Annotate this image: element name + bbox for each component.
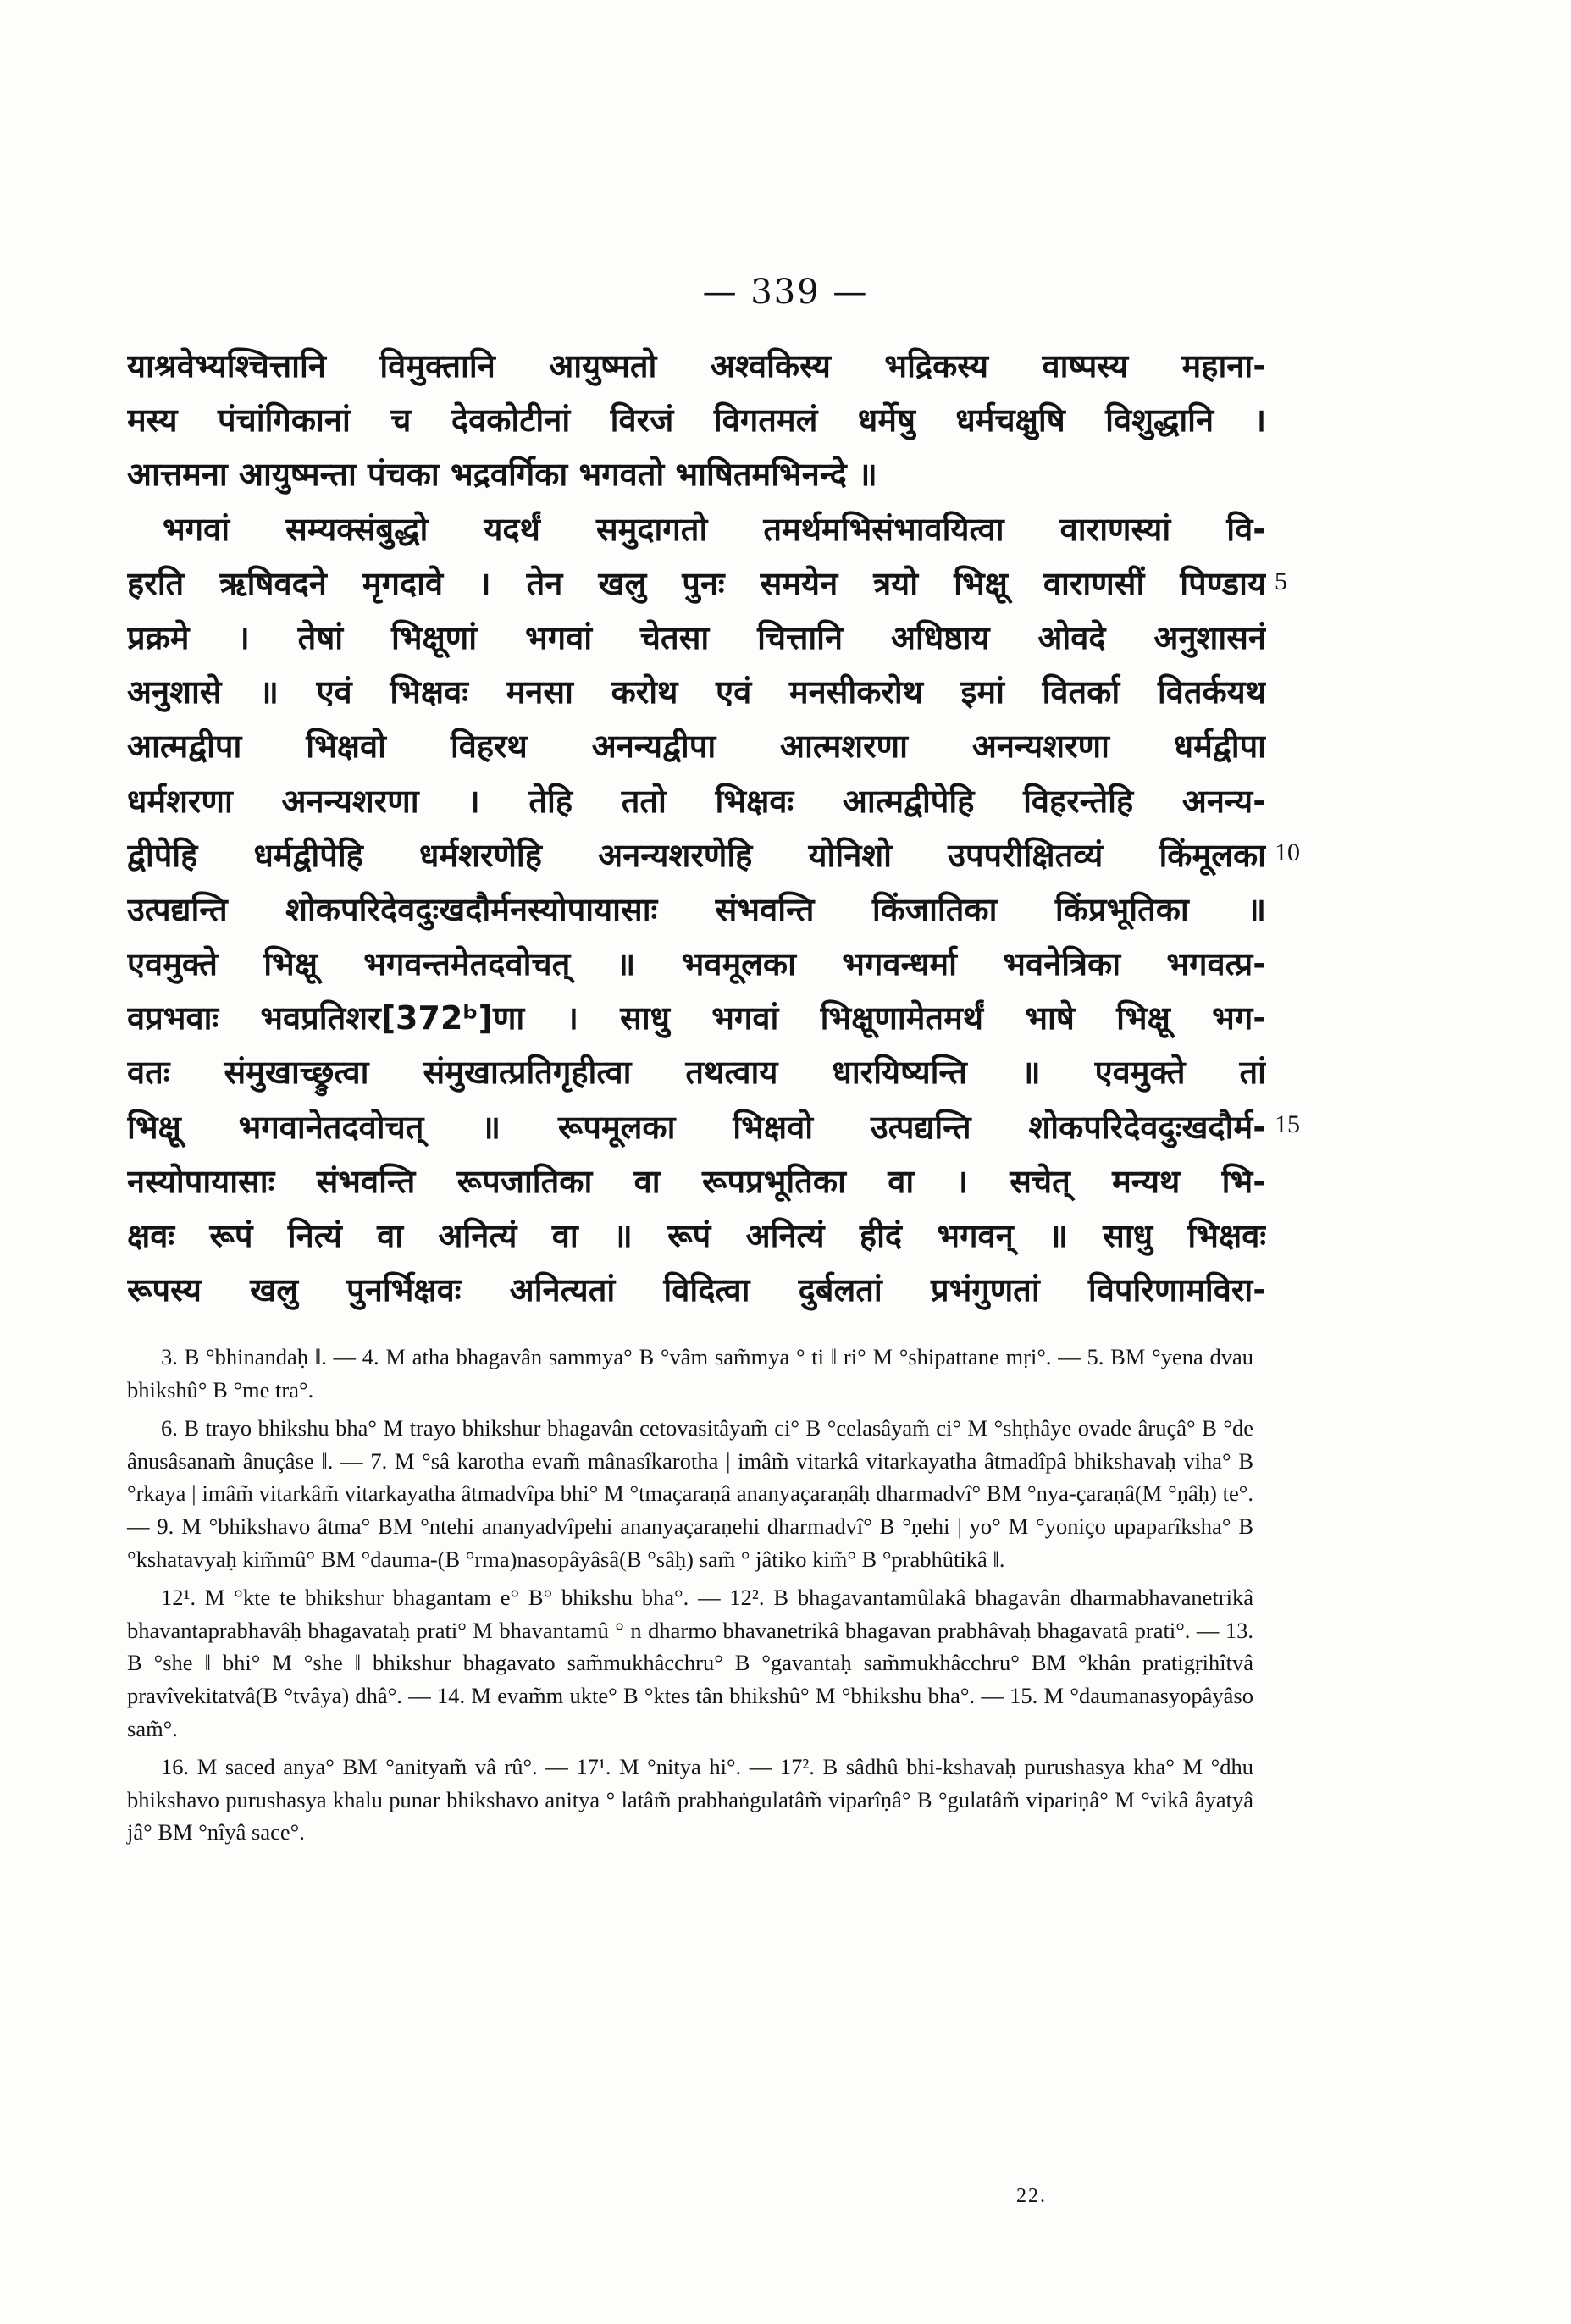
apparatus-note: 12¹. M °kte te bhikshur bhagantam e° B° bhikshu bha°. — 12². B bhagavantamûlakâ bhagavân dharmabhavanetrikâ bhavantaprabhavâḥ bhagavataḥ prati° M bhavantamû ° n dharmo bhavanetrikâ bhagavan prabhâvaḥ bhagavatâ prati°. — 13. B °she ‖ bhi° M °she ‖ bhikshur bhagavato sam̃mukhâcchru° B °gavantaḥ sam̃mukhâcchru° BM °khân pratigṛihîtvâ pravîvekitatvâ(B °tvâya) dhâ°. — 14. M evam̃m ukte° B °ktes tân bhikshû° M °bhikshu bha°. — 15. M °daumanasyopâyâso sam̃°.: [127, 1585, 1253, 1741]
text-line: नस्योपायासाः संभवन्ति रूपजातिका वा रूपप्रभूतिका वा । सचेत् मन्यथ भि-: [127, 1162, 1266, 1200]
text-line: अनुशासे ॥ एवं भिक्षवः मनसा करोथ एवं मनसीकरोथ इमां वितर्का वितर्कयथ: [127, 673, 1266, 711]
text-line: भगवां सम्यक्संबुद्धो यदर्थं समुदागतो तमर्थमभिसंभावयित्वा वाराणस्यां वि-: [163, 510, 1266, 548]
text-line: याश्रवेभ्यश्चित्तानि विमुक्तानि आयुष्मतो अश्वकिस्य भद्रिकस्य वाष्पस्य महाना-: [127, 347, 1266, 385]
text-line: रूपस्य खलु पुनर्भिक्षवः अनित्यतां विदित्वा दुर्बलतां प्रभंगुणतां विपरिणामविरा-: [127, 1271, 1266, 1309]
apparatus-note: 3. B °bhinandaḥ ‖. — 4. M atha bhagavân sammya° B °vâm sam̃mya ° ti ‖ ri° M °shipattane mṛi°. — 5. BM °yena dvau bhikshû° B °me tra°.: [127, 1344, 1253, 1403]
text-line: भिक्षू भगवानेतदवोचत् ॥ रूपमूलका भिक्षवो उत्पद्यन्ति शोकपरिदेवदुःखदौर्म-: [127, 1108, 1266, 1146]
text-line: उत्पद्यन्ति शोकपरिदेवदुःखदौर्मनस्योपायासाः संभवन्ति किंजातिका किंप्रभूतिका ॥: [127, 890, 1266, 928]
text-line: धर्मशरणा अनन्यशरणा । तेहि ततो भिक्षवः आत्मद्वीपेहि विहरन्तेहि अनन्य-: [127, 782, 1266, 820]
text-line: मस्य पंचांगिकानां च देवकोटीनां विरजं विगतमलं धर्मेषु धर्मचक्षुषि विशुद्धानि ।: [127, 401, 1266, 440]
line-number-10: 10: [1275, 838, 1300, 866]
text-line: वतः संमुखाच्छ्रुत्वा संमुखात्प्रतिगृहीत्वा तथत्वाय धारयिष्यन्ति ॥ एवमुक्ते तां: [127, 1054, 1266, 1092]
apparatus-note: 6. B trayo bhikshu bha° M trayo bhikshur bhagavân cetovasitâyam̃ ci° B °celasâyam̃ ci° M °shṭhâye ovade âruçâ° B °de ânusâsanam̃ ânuçâse ‖. — 7. M °sâ karotha evam̃ mânasîkarotha | imâm̃ vitarkâ vitarkayatha âtmadîpâ bhikshavaḥ viha° B °rkaya | imâm̃ vitarkâm̃ vitarkayatha âtmadvîpa bhi° M °tmaçaraṇâ ananyaçaraṇâḥ dharmadvî° BM °nya-çaraṇâ(M °ṇâḥ) te°. — 9. M °bhikshavo âtma° BM °ntehi ananyadvîpehi ananyaçaraṇehi dharmadvî° B °ṇehi | yo° M °yoniço upaparîksha° B °kshatavyaḥ kim̃mû° BM °dauma-(B °rma)nasopâyâsâ(B °sâḥ) sam̃ ° jâtiko kim̃° B °prabhûtikâ ‖.: [127, 1415, 1253, 1572]
text-line: द्वीपेहि धर्मद्वीपेहि धर्मशरणेहि अनन्यशरणेहि योनिशो उपपरीक्षितव्यं किंमूलका: [127, 836, 1266, 874]
signature-mark: 22.: [1016, 2185, 1047, 2207]
line-number-5: 5: [1275, 567, 1287, 595]
text-line: आत्तमना आयुष्मन्ता पंचका भद्रवर्गिका भगवतो भाषितमभिनन्दे ॥: [127, 456, 877, 494]
text-line: वप्रभवाः भवप्रतिशर[372ᵇ]णा । साधु भगवां भिक्षूणामेतमर्थं भाषे भिक्षू भग-: [127, 999, 1266, 1038]
page-number: — 339 —: [702, 273, 869, 312]
critical-apparatus: [127, 1341, 1253, 1855]
text-line: क्षवः रूपं नित्यं वा अनित्यं वा ॥ रूपं अनित्यं हीदं भगवन् ॥ साधु भिक्षवः: [127, 1217, 1266, 1254]
text-line: प्रक्रमे । तेषां भिक्षूणां भगवां चेतसा चित्तानि अधिष्ठाय ओवदे अनुशासनं: [127, 618, 1266, 656]
text-line: आत्मद्वीपा भिक्षवो विहरथ अनन्यद्वीपा आत्मशरणा अनन्यशरणा धर्मद्वीपा: [127, 728, 1266, 766]
text-line: हरति ऋषिवदने मृगदावे । तेन खलु पुनः समयेन त्रयो भिक्षू वाराणसीं पिण्डाय: [127, 564, 1266, 602]
line-number-15: 15: [1275, 1110, 1300, 1138]
sanskrit-main-text: [127, 339, 1266, 1317]
apparatus-note: 16. M saced anya° BM °anityam̃ vâ rû°. — 17¹. M °nitya hi°. — 17². B sâdhû bhi-kshavaḥ purushasya kha° M °dhu bhikshavo purushasya khalu punar bhikshavo anitya ° latâm̃ prabhaṅgulatâm̃ viparîṇâ° B °gulatâm̃ vipariṇâ° M °vikâ âyatyâ jâ° BM °nîyâ sace°.: [127, 1754, 1253, 1845]
text-line: एवमुक्ते भिक्षू भगवन्तमेतदवोचत् ॥ भवमूलका भगवन्धर्मा भवनेत्रिका भगवत्प्र-: [127, 945, 1266, 983]
